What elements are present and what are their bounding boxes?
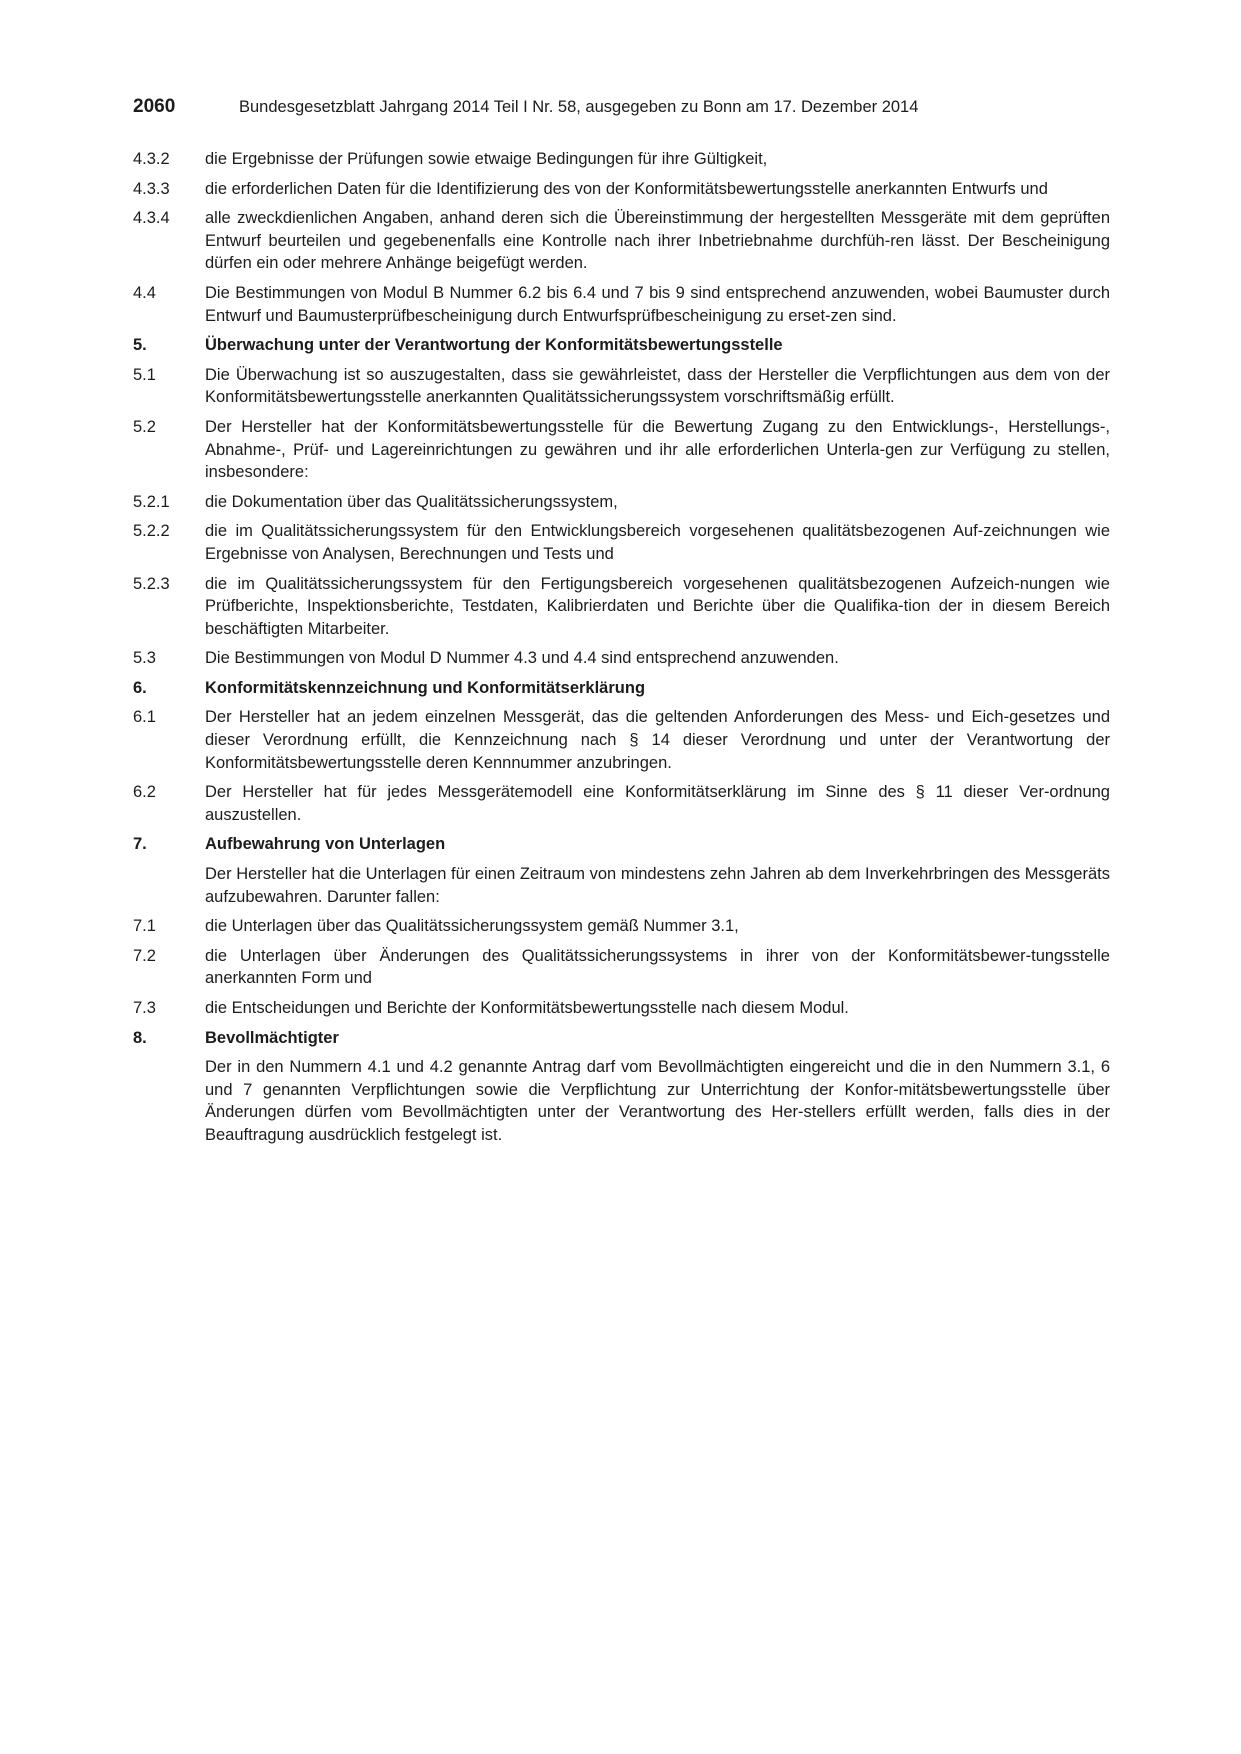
entry-6-2 <box>133 781 1110 826</box>
section-heading-6 <box>133 677 1110 700</box>
entry-6-1 <box>133 706 1110 774</box>
entry-4-3-3 <box>133 178 1110 201</box>
section-8-body <box>133 1056 1110 1146</box>
entry-text: die Dokumentation über das Qualitätssicherungssystem, <box>205 492 618 511</box>
entry-4-3-2 <box>133 148 1110 171</box>
entry-text: die Unterlagen über das Qualitätssicherungssystem gemäß Nummer 3.1, <box>205 917 739 936</box>
section-heading-5 <box>133 334 1110 357</box>
section-number: 5. <box>133 336 147 355</box>
section-title: Konformitätskennzeichnung und Konformitätserklärung <box>205 678 646 697</box>
entry-7-2 <box>133 945 1110 990</box>
entry-number: 5.1 <box>133 365 156 384</box>
entry-5-2 <box>133 416 1110 484</box>
section-number: 6. <box>133 678 147 697</box>
entry-text: die Unterlagen über Änderungen des Qualitätssicherungssystems in ihrer von der Konformitätsbewer-tungsstelle anerkannten Form und <box>205 946 1110 988</box>
entry-text: die im Qualitätssicherungssystem für den Fertigungsbereich vorgesehenen qualitätsbezogenen Aufzeich-nungen wie Prüfberichte, Inspektionsberichte, Testdaten, Kalibrierdaten und Berichte über die Qualifika-tion der in diesem Bereich beschäftigten Mitarbeiter. <box>205 574 1110 638</box>
page-number: 2060 <box>133 96 176 117</box>
entry-number: 4.3.3 <box>133 179 170 198</box>
entry-number: 4.3.2 <box>133 150 170 168</box>
entry-7-1 <box>133 915 1110 938</box>
entry-number: 5.3 <box>133 649 156 668</box>
document-body <box>133 148 1110 1147</box>
entry-text: Der Hersteller hat der Konformitätsbewertungsstelle für die Bewertung Zugang zu den Entwicklungs-, Herstellungs-, Abnahme-, Prüf- und Lagereinrichtungen zu gewähren und ihr alle erforderlichen Unterla-gen zur Verfügung zu stellen, insbesondere: <box>205 417 1110 482</box>
entry-5-2-1 <box>133 491 1110 514</box>
gazette-title: Bundesgesetzblatt Jahrgang 2014 Teil I Nr. 58, ausgegeben zu Bonn am 17. Dezember 2014 <box>239 98 919 116</box>
entry-text: Der Hersteller hat für jedes Messgerätemodell eine Konformitätserklärung im Sinne des § 11 dieser Ver-ordnung auszustellen. <box>205 783 1110 824</box>
entry-number: 5.2 <box>133 417 156 436</box>
entry-text: die erforderlichen Daten für die Identifizierung des von der Konformitätsbewertungsstelle anerkannten Entwurfs und <box>205 179 1048 198</box>
entry-text: alle zweckdienlichen Angaben, anhand deren sich die Übereinstimmung der hergestellten Messgeräte mit dem geprüften Entwurf beurteilen und gegebenenfalls eine Kontrolle nach ihrer Inbetriebnahme durchfüh-ren lässt. Der Bescheinigung dürfen ein oder mehrere Anhänge beigefügt werden. <box>205 209 1110 273</box>
entry-number: 5.2.2 <box>133 522 170 541</box>
section-title: Aufbewahrung von Unterlagen <box>205 835 446 854</box>
entry-number: 4.4 <box>133 283 156 302</box>
entry-5-2-2 <box>133 520 1110 565</box>
section-number: 8. <box>133 1028 147 1047</box>
entry-text: Die Bestimmungen von Modul D Nummer 4.3 und 4.4 sind entsprechend anzuwenden. <box>205 649 839 668</box>
entry-text: Der Hersteller hat an jedem einzelnen Messgerät, das die geltenden Anforderungen des Mess- und Eich-gesetzes und dieser Verordnung erfüllt, die Kennzeichnung nach § 14 dieser Verordnung und unter der Verantwortung der Konformitätsbewertungsstelle deren Kennnummer anzubringen. <box>205 708 1110 772</box>
section-title: Überwachung unter der Verantwortung der Konformitätsbewertungsstelle <box>205 336 783 355</box>
section-heading-8 <box>133 1027 1110 1050</box>
entry-text: Der Hersteller hat die Unterlagen für einen Zeitraum von mindestens zehn Jahren ab dem Inverkehrbringen des Messgeräts aufzubewahren. Darunter fallen: <box>205 865 1110 906</box>
entry-text: Die Bestimmungen von Modul B Nummer 6.2 bis 6.4 und 7 bis 9 sind entsprechend anzuwenden, wobei Baumuster durch Entwurf und Baumusterprüfbescheinigung durch Entwurfsprüfbescheinigung zu erset-zen sind. <box>205 283 1110 325</box>
entry-text: die Entscheidungen und Berichte der Konformitätsbewertungsstelle nach diesem Modul. <box>205 999 849 1017</box>
entry-text: Der in den Nummern 4.1 und 4.2 genannte Antrag darf vom Bevollmächtigten eingereicht und die in den Nummern 3.1, 6 und 7 genannten Verpflichtungen sowie die Verpflichtung zur Unterrichtung der Konfor-mitätsbewertungsstelle über Änderungen dürfen vom Bevollmächtigten unter der Verantwortung des Her-stellers erfüllt werden, falls dies in der Beauftragung ausdrücklich festgelegt ist. <box>205 1058 1110 1144</box>
document-page <box>133 96 1110 1154</box>
entry-number: 5.2.3 <box>133 574 170 593</box>
entry-5-1 <box>133 364 1110 409</box>
entry-number: 5.2.1 <box>133 492 170 511</box>
entry-text: die im Qualitätssicherungssystem für den Entwicklungsbereich vorgesehenen qualitätsbezogenen Auf-zeichnungen wie Ergebnisse von Analysen, Berechnungen und Tests und <box>205 522 1110 563</box>
entry-number: 6.1 <box>133 708 156 727</box>
section-heading-7 <box>133 833 1110 856</box>
entry-4-3-4 <box>133 207 1110 275</box>
entry-text: Die Überwachung ist so auszugestalten, dass sie gewährleistet, dass der Hersteller die Verpflichtungen aus dem von der Konformitätsbewertungsstelle anerkannten Qualitätssicherungssystem vorschriftsmäßig erfüllt. <box>205 365 1110 407</box>
section-title: Bevollmächtigter <box>205 1028 339 1047</box>
entry-5-3 <box>133 647 1110 670</box>
entry-7-3 <box>133 997 1110 1020</box>
entry-number <box>133 1056 205 1146</box>
entry-number: 7.3 <box>133 999 156 1017</box>
entry-text: die Ergebnisse der Prüfungen sowie etwaige Bedingungen für ihre Gültigkeit, <box>205 150 768 168</box>
section-number: 7. <box>133 835 147 854</box>
entry-number: 6.2 <box>133 783 156 802</box>
entry-number: 4.3.4 <box>133 209 170 228</box>
entry-number <box>133 863 205 908</box>
entry-number: 7.1 <box>133 917 156 936</box>
section-7-intro <box>133 863 1110 908</box>
entry-4-4 <box>133 282 1110 327</box>
entry-number: 7.2 <box>133 946 156 965</box>
page-header <box>133 96 1110 126</box>
entry-5-2-3 <box>133 573 1110 641</box>
